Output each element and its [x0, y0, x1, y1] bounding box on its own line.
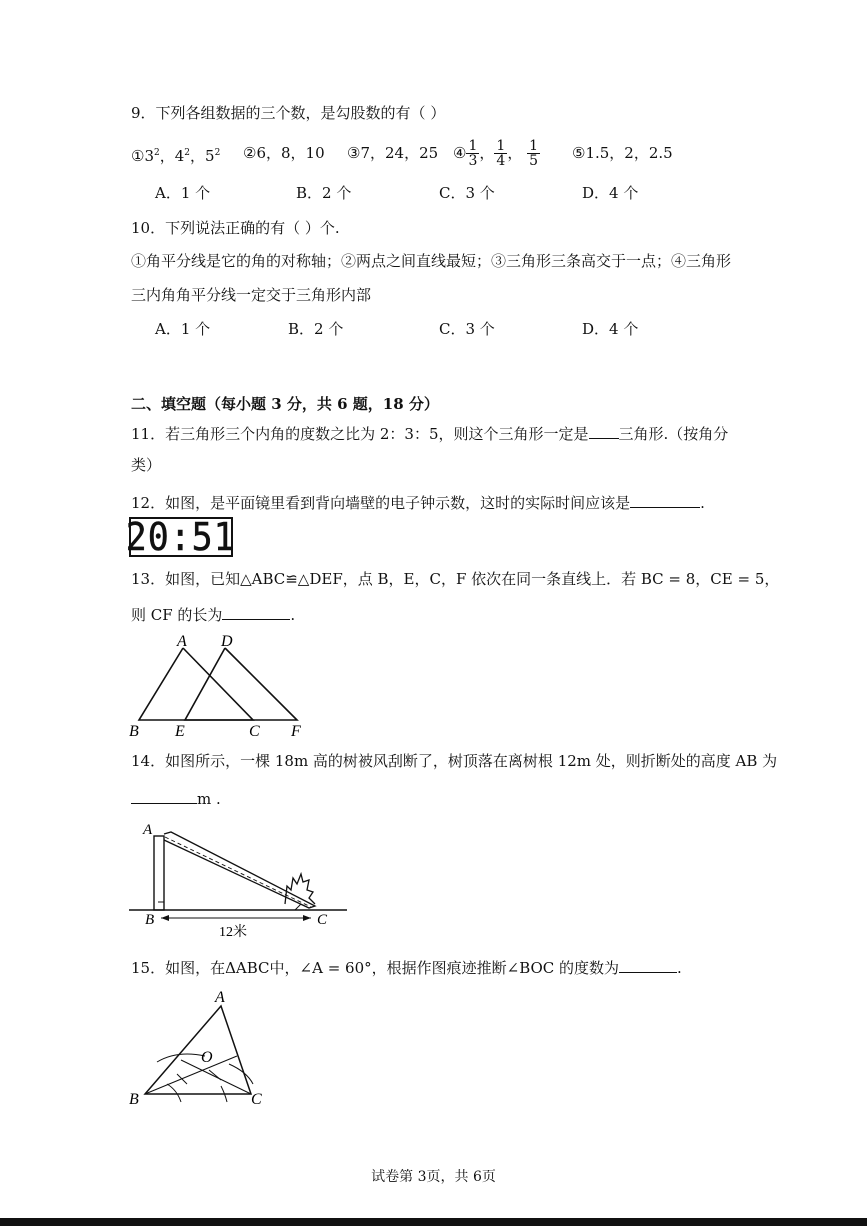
q15-text: 15．如图，在ΔABC中，∠A = 60°，根据作图痕迹推断∠BOC 的度数为 . — [131, 956, 682, 978]
label-c: C — [251, 1091, 262, 1108]
q14-line1: 14．如图所示，一棵 18m 高的树被风刮断了，树顶落在离树根 12m 处，则折断处的高度 AB 为 — [131, 752, 778, 770]
label-o: O — [201, 1049, 213, 1066]
answer-blank — [619, 956, 677, 973]
construction-arc — [167, 1084, 181, 1102]
q10-option-d: D．4 个 — [582, 320, 639, 338]
bisector-b — [145, 1056, 237, 1094]
label-a: A — [215, 989, 225, 1006]
clock-digits: 20:51 — [126, 515, 236, 559]
label-d: D — [221, 633, 233, 650]
q9-groups — [131, 143, 220, 177]
label-e: E — [175, 723, 185, 740]
label-b: B — [145, 912, 155, 928]
q14-line2: m . — [131, 787, 221, 809]
digital-clock — [126, 515, 236, 559]
triangle-def — [185, 648, 297, 720]
label-a: A — [177, 633, 187, 650]
angle-arc — [295, 904, 301, 910]
construction-arc — [229, 1064, 253, 1084]
q9-option-c: C．3 个 — [439, 184, 495, 202]
answer-blank — [131, 787, 197, 804]
q13-triangles-figure — [125, 630, 325, 740]
arrow-left-icon — [161, 915, 169, 921]
q11-line2: 类） — [131, 456, 162, 474]
fraction: $\frac{1}{5}$ — [529, 137, 539, 169]
bottom-border — [0, 1218, 867, 1226]
q9-option-d: D．4 个 — [582, 184, 639, 202]
q13-line1: 13．如图，已知△ABC≌△DEF，点 B，E，C，F 依次在同一条直线上．若 BC = 8，CE = 5， — [131, 570, 780, 588]
q10-line1: ①角平分线是它的角的对称轴；②两点之间直线最短；③三角形三条高交于一点；④三角形 — [131, 252, 732, 270]
q12-text: 12．如图，是平面镜里看到背向墙壁的电子钟示数，这时的实际时间应该是 . — [131, 491, 705, 513]
q9-group4: ④ $\frac{1}{3}$ ， $\frac{1}{4}$ ， $\frac{1}{5}$ — [453, 137, 539, 169]
label-b: B — [129, 1091, 139, 1108]
q9-group5: ⑤1.5，2，2.5 — [572, 144, 673, 162]
q9-option-a: A．1 个 — [155, 184, 211, 202]
fallen-trunk-dash — [165, 837, 311, 907]
q9-group2: ②6，8，10 — [243, 144, 325, 162]
q15-triangle-figure — [125, 990, 275, 1110]
q11-line1: 11．若三角形三个内角的度数之比为 2：3：5，则这个三角形一定是 三角形.（按角分 — [131, 422, 728, 444]
section-title: 二、填空题（每小题 3 分，共 6 题，18 分） — [131, 395, 439, 413]
arrow-right-icon — [303, 915, 311, 921]
page-footer: 试卷第 3页，共 6页 — [371, 1169, 496, 1185]
q10-line2: 三内角角平分线一定交于三角形内部 — [131, 286, 372, 304]
q10-option-c: C．3 个 — [439, 320, 495, 338]
label-c: C — [249, 723, 260, 740]
label-c: C — [317, 912, 328, 928]
label-f: F — [291, 723, 301, 740]
label-a: A — [143, 822, 153, 838]
fraction: $\frac{1}{3}$ — [468, 137, 478, 169]
q9-group1: $①3^2$，$4^2$，$5^2$ — [131, 147, 221, 165]
construction-arc — [157, 1054, 205, 1062]
q9-group3: ③7，24，25 — [347, 144, 439, 162]
answer-blank — [630, 491, 700, 508]
q13-line2: 则 CF 的长为 . — [131, 603, 295, 625]
answer-blank — [222, 603, 290, 620]
q10-option-b: B．2 个 — [288, 320, 344, 338]
triangle-abc — [145, 1006, 251, 1094]
fallen-trunk — [164, 832, 315, 908]
answer-blank — [589, 422, 619, 439]
q10-option-a: A．1 个 — [155, 320, 211, 338]
q9-stem: 9．下列各组数据的三个数，是勾股数的有（ ） — [131, 104, 446, 122]
cross-mark — [177, 1074, 187, 1084]
q9-option-b: B．2 个 — [296, 184, 352, 202]
q10-stem: 10．下列说法正确的有（ ）个. — [131, 219, 340, 237]
label-b: B — [129, 723, 139, 740]
tree-trunk — [154, 836, 164, 910]
distance-label: 12米 — [219, 925, 247, 940]
fraction: $\frac{1}{4}$ — [496, 137, 506, 169]
q14-broken-tree-figure — [125, 818, 355, 940]
